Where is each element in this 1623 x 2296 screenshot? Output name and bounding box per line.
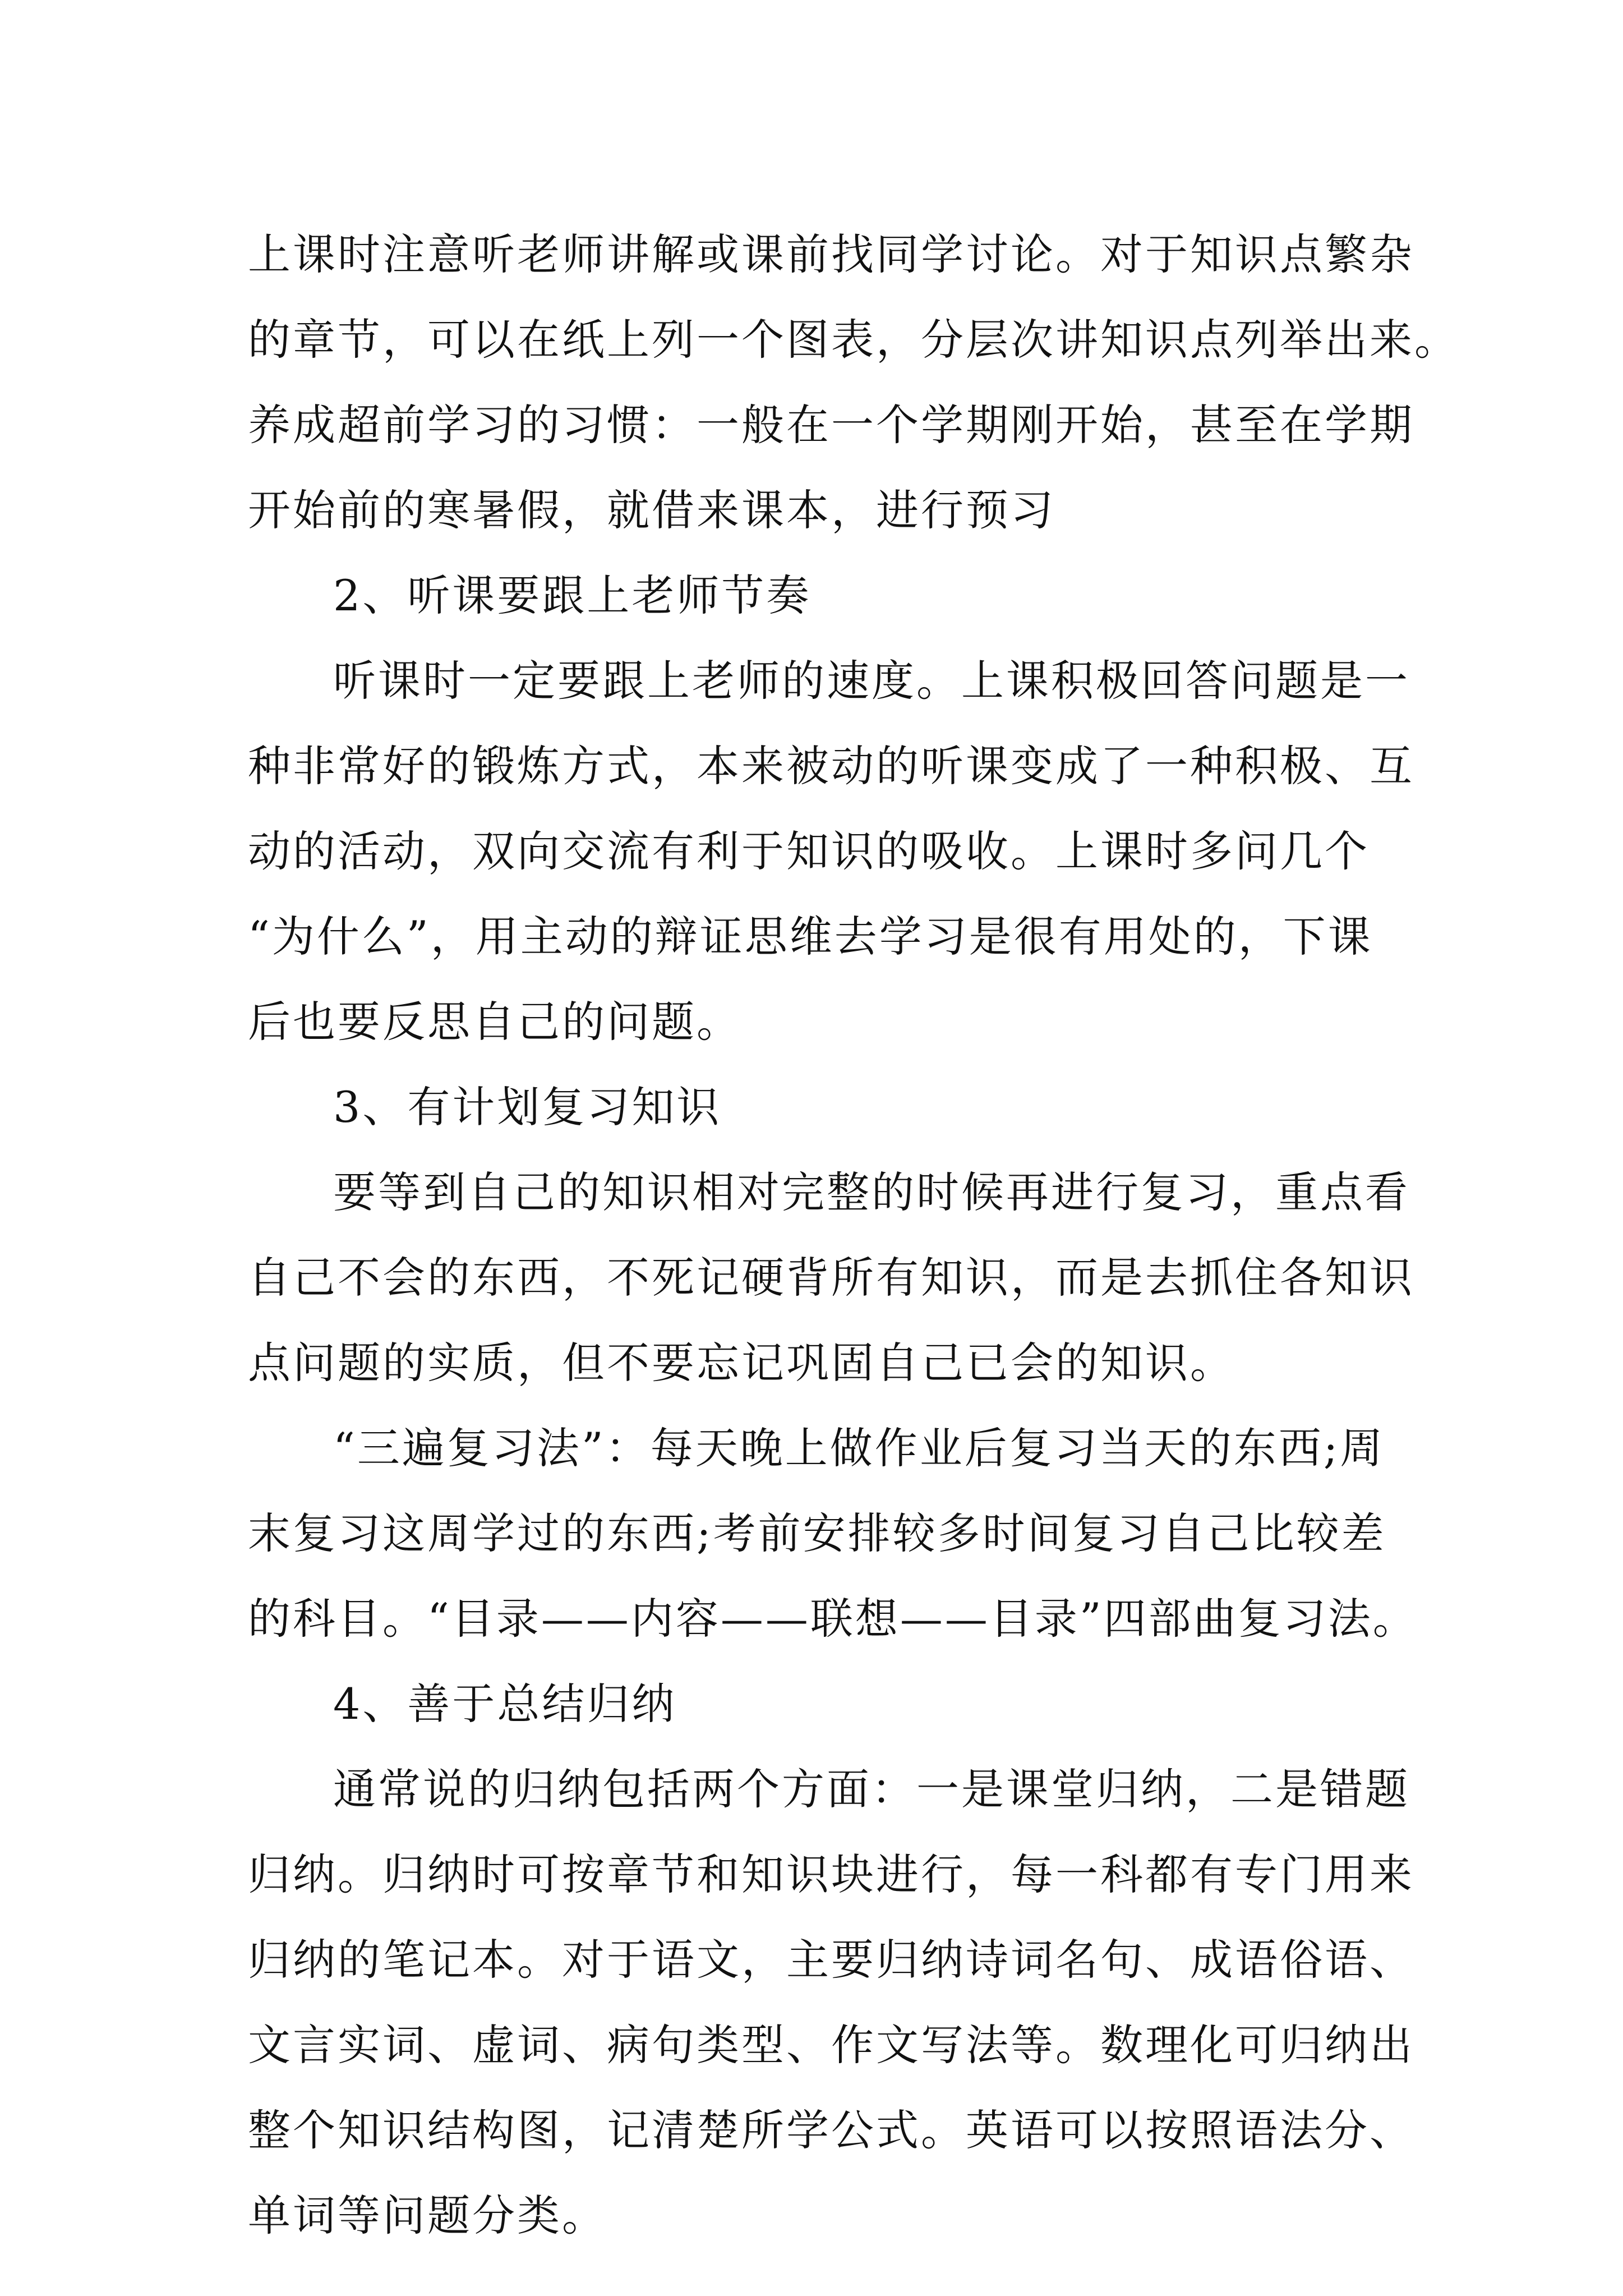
text-line: 种非常好的锻炼方式，本来被动的听课变成了一种积极、互 xyxy=(248,741,1414,791)
section-heading: 3、有计划复习知识 xyxy=(333,1082,722,1132)
text-line: 养成超前学习的习惯：一般在一个学期刚开始，甚至在学期 xyxy=(248,400,1414,450)
section-heading: 4、善于总结归纳 xyxy=(333,1679,677,1729)
text-line: 开始前的寒暑假，就借来课本，进行预习 xyxy=(248,485,1055,535)
text-line: 点问题的实质，但不要忘记巩固自己已会的知识。 xyxy=(248,1338,1235,1388)
text-line: 上课时注意听老师讲解或课前找同学讨论。对于知识点繁杂 xyxy=(248,229,1414,279)
text-line: 归纳。归纳时可按章节和知识块进行，每一科都有专门用来 xyxy=(248,1849,1414,1899)
text-line: 整个知识结构图，记清楚所学公式。英语可以按照语法分、 xyxy=(248,2105,1414,2155)
text-line: 通常说的归纳包括两个方面：一是课堂归纳，二是错题 xyxy=(333,1764,1410,1814)
text-line: 听课时一定要跟上老师的速度。上课积极回答问题是一 xyxy=(333,656,1410,706)
text-line: 单词等问题分类。 xyxy=(248,2191,607,2240)
text-line: 的科目。“目录——内容——联想——目录”四部曲复习法。 xyxy=(248,1594,1418,1644)
document-page xyxy=(248,212,1459,2258)
text-line: 末复习这周学过的东西;考前安排较多时间复习自己比较差 xyxy=(248,1508,1386,1558)
text-line: 动的活动，双向交流有利于知识的吸收。上课时多问几个 xyxy=(248,826,1370,876)
text-line: 要等到自己的知识相对完整的时候再进行复习，重点看 xyxy=(333,1167,1410,1217)
text-line: 自己不会的东西，不死记硬背所有知识，而是去抓住各知识 xyxy=(248,1253,1414,1303)
text-line: “三遍复习法”：每天晚上做作业后复习当天的东西;周 xyxy=(333,1423,1385,1473)
text-line: 后也要反思自己的问题。 xyxy=(248,997,741,1047)
text-line: 归纳的笔记本。对于语文，主要归纳诗词名句、成语俗语、 xyxy=(248,1935,1414,1985)
text-line: “为什么”，用主动的辩证思维去学习是很有用处的，下课 xyxy=(248,912,1373,961)
section-heading: 2、听课要跟上老师节奏 xyxy=(333,570,811,620)
text-line: 的章节，可以在纸上列一个图表，分层次讲知识点列举出来。 xyxy=(248,315,1459,365)
text-line: 文言实词、虚词、病句类型、作文写法等。数理化可归纳出 xyxy=(248,2020,1414,2070)
